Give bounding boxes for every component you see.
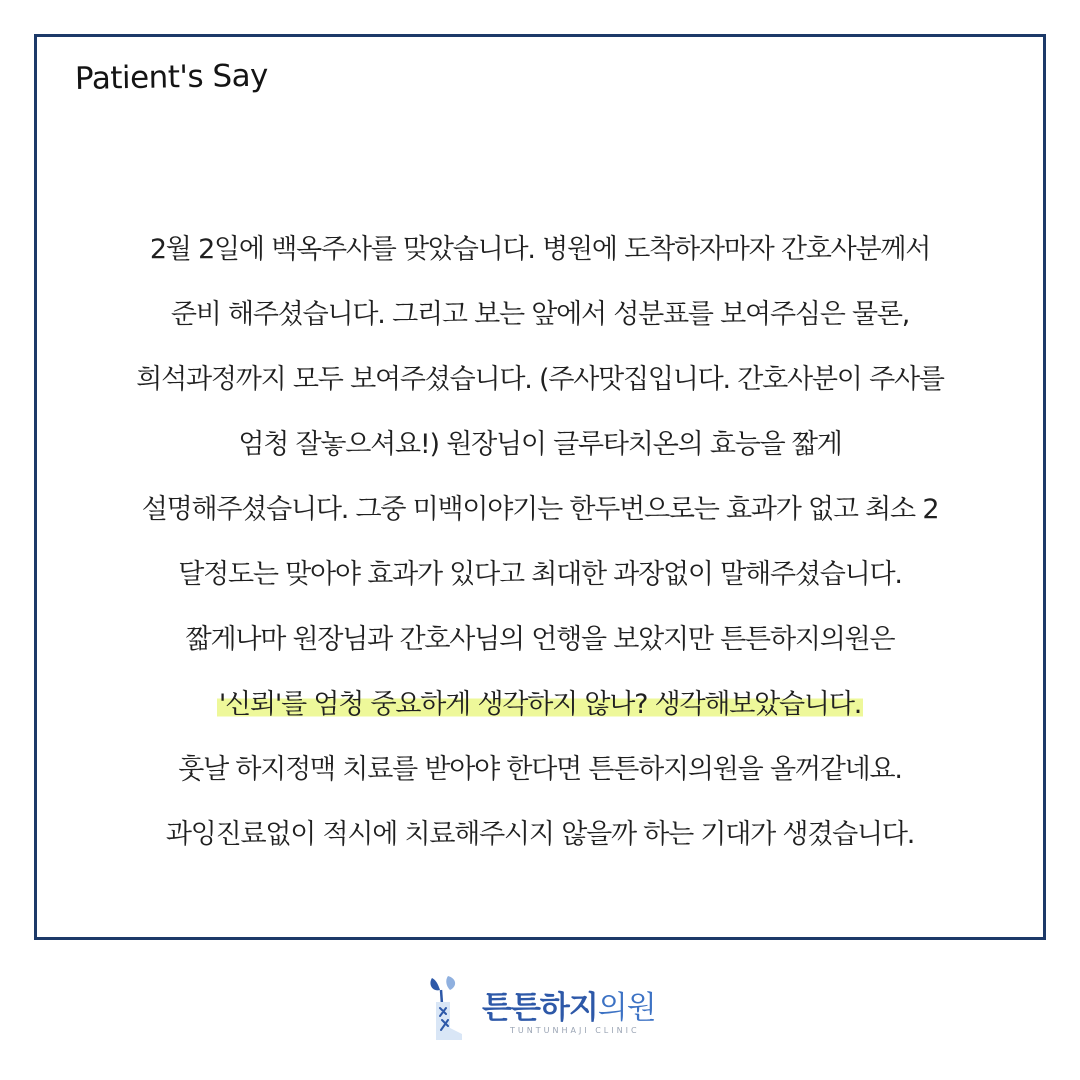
testimonial-line: 짧게나마 원장님과 간호사님의 언행을 보았지만 튼튼하지의원은: [185, 624, 895, 655]
clinic-name-light: 의원: [597, 990, 656, 1026]
testimonial-body: [37, 217, 1043, 867]
clinic-logo: [426, 974, 666, 1048]
testimonial-line-highlighted: [37, 672, 1043, 737]
highlight-text: '신뢰'를 엄청 중요하게 생각하지 않나? 생각해보았습니다.: [218, 689, 862, 720]
testimonial-line: 달정도는 맞아야 효과가 있다고 최대한 과장없이 말해주셨습니다.: [178, 559, 902, 590]
card-title: Patient's Say: [74, 57, 269, 97]
testimonial-line: 훗날 하지정맥 치료를 받아야 한다면 튼튼하지의원을 올꺼같네요.: [178, 754, 902, 785]
clinic-name-bold: 튼튼하지: [482, 990, 598, 1026]
sprout-leg-icon: [426, 974, 466, 1042]
testimonial-line: 2월 2일에 백옥주사를 맞았습니다. 병원에 도착하자마자 간호사분께서: [149, 234, 931, 265]
testimonial-line: 희석과정까지 모두 보여주셨습니다. (주사맛집입니다. 간호사분이 주사를: [136, 364, 944, 395]
testimonial-line: 엄청 잘놓으셔요!) 원장님이 글루타치온의 효능을 짧게: [238, 429, 842, 460]
clinic-name: [482, 982, 656, 1027]
testimonial-line: 과잉진료없이 적시에 치료해주시지 않을까 하는 기대가 생겼습니다.: [165, 819, 915, 850]
testimonial-line: 설명해주셨습니다. 그중 미백이야기는 한두번으로는 효과가 없고 최소 2: [141, 494, 939, 525]
clinic-name-english: TUNTUNHAJI CLINIC: [510, 1026, 640, 1035]
testimonial-line: 준비 해주셨습니다. 그리고 보는 앞에서 성분표를 보여주심은 물론,: [170, 299, 910, 330]
testimonial-card: [34, 34, 1046, 940]
